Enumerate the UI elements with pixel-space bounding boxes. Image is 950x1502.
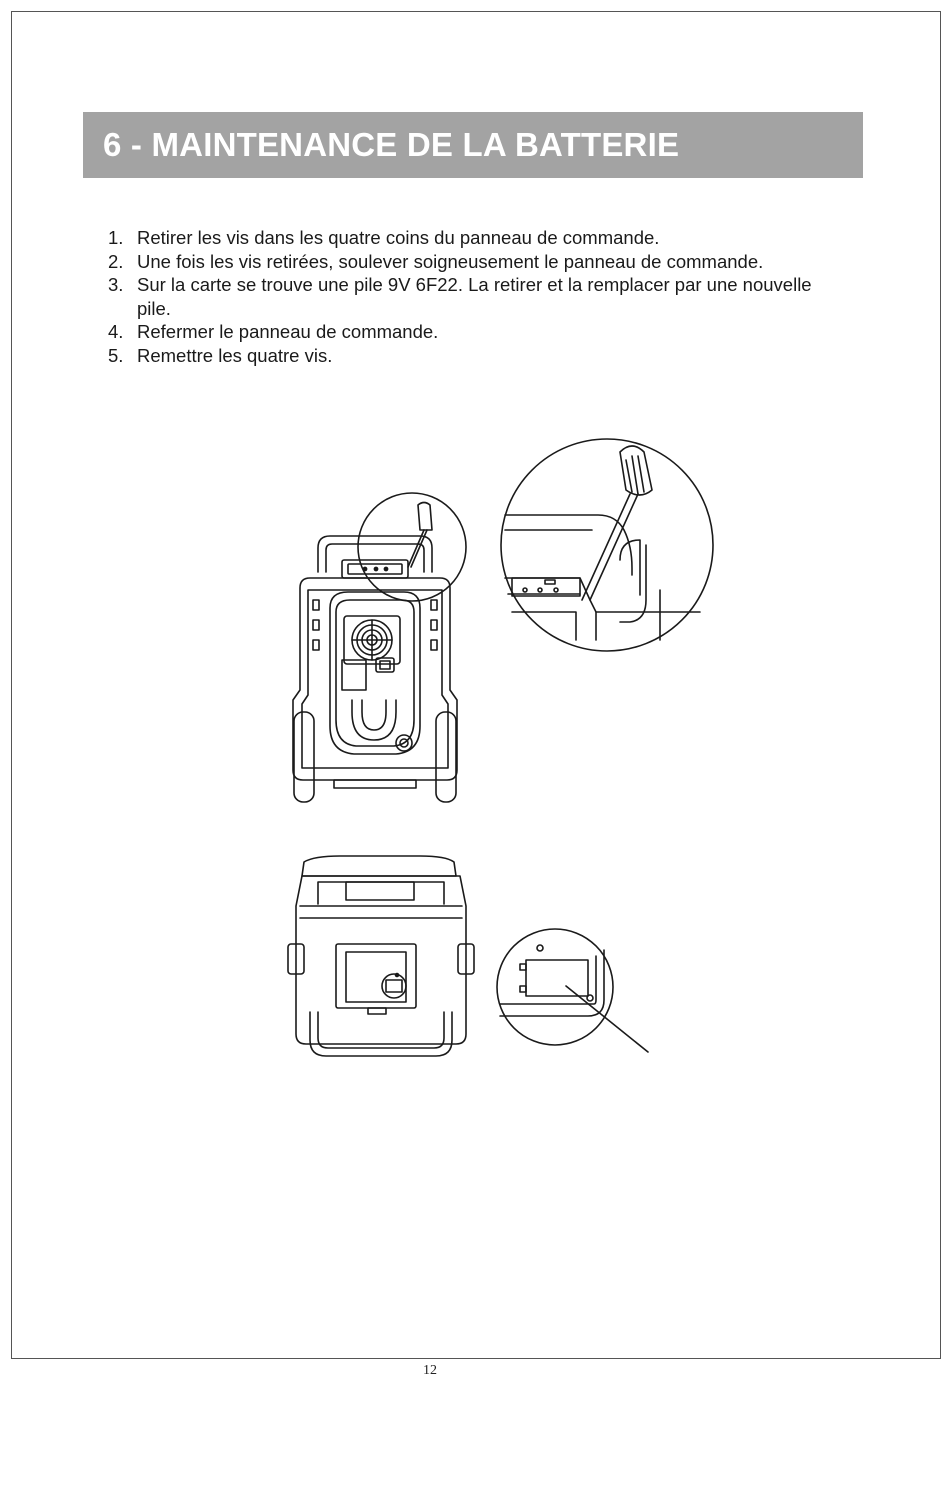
step-text: Retirer les vis dans les quatre coins du panneau de commande. xyxy=(137,227,660,248)
detail-zoom-battery xyxy=(497,929,648,1052)
step-text: Sur la carte se trouve une pile 9V 6F22. La retirer et la remplacer par une nouvelle pile. xyxy=(137,274,812,319)
page-number: 12 xyxy=(423,1363,437,1378)
magnifier-circle xyxy=(358,493,466,601)
step-text: Remettre les quatre vis. xyxy=(137,344,333,366)
step-number: 5. xyxy=(108,344,124,366)
step-text: Une fois les vis retirées, soulever soigneusement le panneau de commande. xyxy=(137,250,764,272)
battery-9v xyxy=(526,960,588,996)
dehumidifier-rear-view xyxy=(293,503,457,803)
step-number: 4. xyxy=(108,321,124,342)
step-number: 2. xyxy=(108,250,124,272)
step-text: Refermer le panneau de commande. xyxy=(137,321,439,342)
step-number: 3. xyxy=(108,274,124,295)
detail-zoom-screwdriver xyxy=(501,439,713,651)
section-title: 6 - MAINTENANCE DE LA BATTERIE xyxy=(103,126,680,163)
step-number: 1. xyxy=(108,227,124,248)
dehumidifier-front-view xyxy=(288,856,474,1056)
